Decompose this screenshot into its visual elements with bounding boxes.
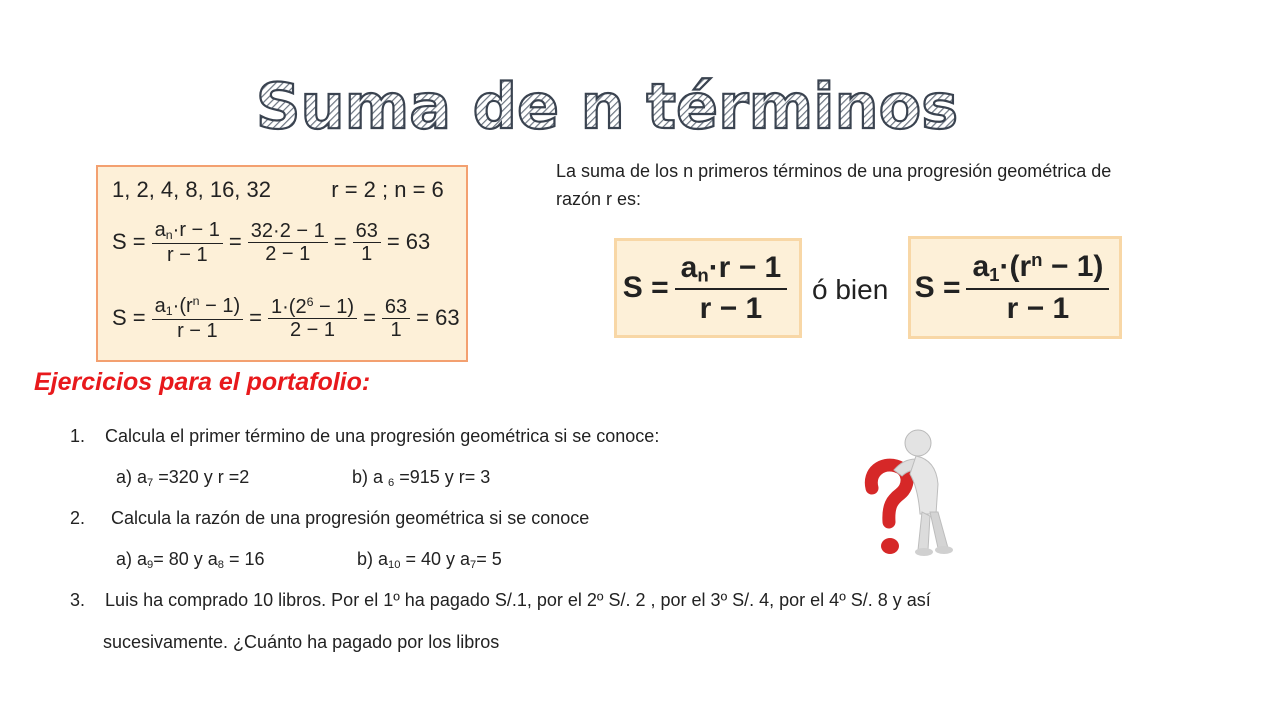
exercise-1b: b) a $_6$ =915 y r= 3: [352, 467, 491, 489]
formula-lhs: S =: [914, 270, 961, 304]
equals-sign: =: [228, 229, 242, 255]
result-text: = 63: [386, 229, 431, 255]
formula-fraction: $\frac{a_1\cdot(r^n - 1)}{r - 1}$: [966, 250, 1109, 324]
result-text: = 63: [416, 305, 460, 331]
equals-sign: =: [249, 305, 262, 331]
exercise-text: Calcula el primer término de una progresión geométrica si se conoce:: [105, 426, 660, 446]
fraction: $\frac{32\cdot 2 - 1}{2 - 1}$: [248, 220, 328, 265]
lhs-text: S =: [112, 305, 146, 331]
exercise-text: Calcula la razón de una progresión geométrica si se conoce: [111, 508, 590, 528]
exercise-1: [70, 426, 659, 447]
description-text: La suma de los n primeros términos de una progresión geométrica de razón r es:: [556, 161, 1112, 209]
title-graphic: [255, 68, 958, 148]
exercise-2: [70, 508, 589, 529]
exercise-1a: a) $a_7 =320$ y r =2: [116, 467, 250, 489]
exercise-3: [70, 590, 931, 611]
fraction: $\frac{1\cdot(2^6 - 1)}{2 - 1}$: [268, 296, 357, 341]
formula-2: [915, 250, 1116, 324]
sequence-text: 1, 2, 4, 8, 16, 32: [112, 177, 272, 202]
fraction: $\frac{a_1\cdot(r^n - 1)}{r - 1}$: [152, 295, 244, 342]
thinking-person-question-mark-icon: [858, 426, 958, 567]
lhs-text: S =: [112, 229, 146, 255]
example-line-2: [112, 219, 430, 266]
formula-1: [623, 251, 793, 325]
example-line-3: [112, 295, 460, 342]
or-text: ó bien: [812, 274, 889, 305]
list-number: 2.: [70, 508, 86, 528]
exercise-3-continuation: sucesivamente. ¿Cuánto ha pagado por los libros: [103, 632, 500, 652]
fraction: $\frac{63}{1}$: [353, 220, 381, 265]
fraction: $\frac{63}{1}$: [382, 296, 410, 341]
exercise-2a: a) $a_9= 80$ y $a_8 = 16$: [116, 549, 265, 571]
formula-box-2: [908, 236, 1122, 339]
list-number: 3.: [70, 590, 86, 610]
formula-box-1: [614, 238, 802, 338]
title-text: Suma de n términos: [255, 70, 958, 143]
equals-sign: =: [333, 229, 347, 255]
list-number: 1.: [70, 426, 86, 446]
formula-fraction: $\frac{a_n\cdot r - 1}{r - 1}$: [675, 251, 788, 325]
page-title: [0, 68, 1213, 148]
exercises-heading: Ejercicios para el portafolio:: [34, 368, 371, 396]
exercise-text: Luis ha comprado 10 libros. Por el 1º ha pagado S/.1, por el 2º S/. 2 , por el 3º S/. 4, por el 4º S/. 8 y así: [105, 590, 931, 610]
example-line-1: [112, 177, 444, 203]
equals-sign: =: [363, 305, 376, 331]
exercise-2b: b) $a_{10} = 40$ y $a_7= 5$: [357, 549, 502, 571]
example-box: [96, 165, 468, 362]
params-text: r = 2 ; n = 6: [331, 177, 444, 202]
fraction: $\frac{a_n\cdot r - 1}{r - 1}$: [152, 219, 223, 266]
formula-lhs: S =: [622, 271, 669, 304]
